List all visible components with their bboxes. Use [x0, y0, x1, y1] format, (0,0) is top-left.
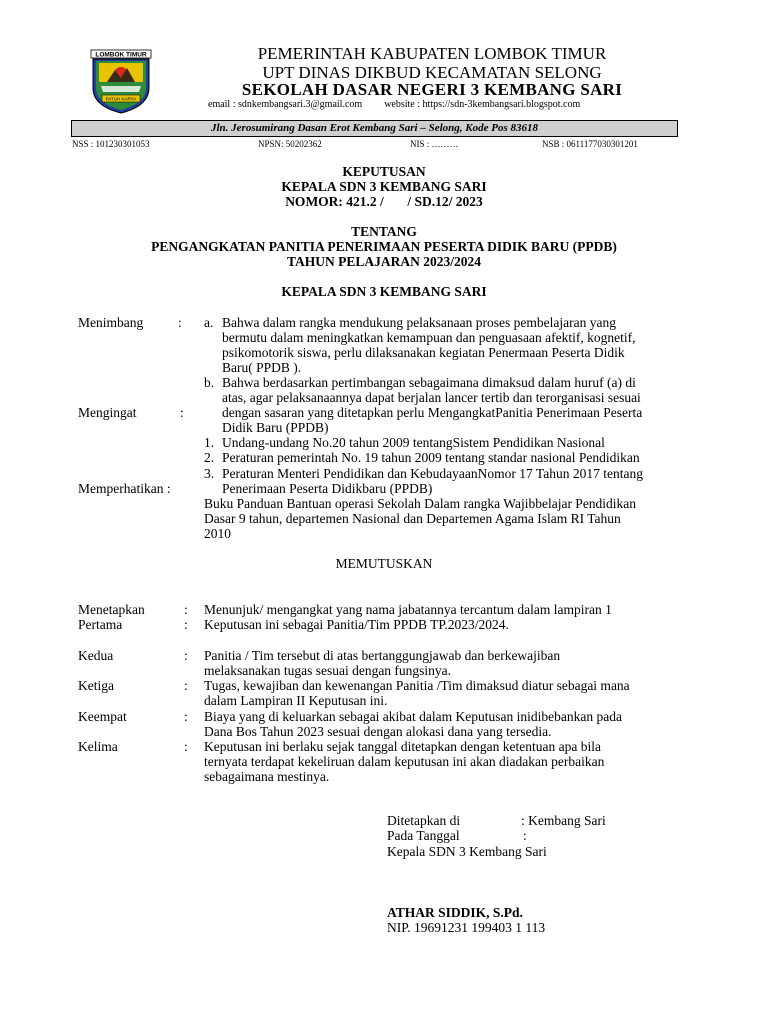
signer-nip: NIP. 19691231 199403 1 113 — [387, 920, 546, 935]
memperhatikan-line-1: Buku Panduan Bantuan operasi Sekolah Dalam rangka Wajibbelajar Pendidikan — [204, 496, 637, 511]
ditetapkan-value: : Kembang Sari — [521, 813, 606, 828]
pertama-label: Pertama — [78, 617, 123, 632]
memutuskan-heading: MEMUTUSKAN — [335, 556, 433, 571]
nis-text: NIS : ……… — [410, 139, 459, 149]
kedua-line-2: melaksanakan tugas sesuai dengan fungsinya. — [204, 663, 452, 678]
title-year: TAHUN PELAJARAN 2023/2024 — [286, 254, 481, 269]
kedua-line-1: Panitia / Tim tersebut di atas bertanggungjawab dan berkewajiban — [204, 648, 561, 663]
npsn-text: NPSN: 50202362 — [258, 139, 322, 149]
menetapkan-colon: : — [184, 602, 188, 617]
law-1-mark: 1. — [204, 435, 215, 450]
menetapkan-label: Menetapkan — [78, 602, 145, 617]
website-text: website : https://sdn-3kembangsari.blogspot.com — [384, 99, 581, 110]
email-text: email : sdnkembangsari.3@gmail.com — [208, 99, 363, 110]
logo-banner: PATUH KARYA — [105, 96, 137, 102]
keempat-line-1: Biaya yang di keluarkan sebagai akibat dalam Keputusan inidibebankan pada — [204, 709, 622, 724]
title-kepala-2: KEPALA SDN 3 KEMBANG SARI — [281, 284, 487, 299]
title-keputusan: KEPUTUSAN — [342, 164, 426, 179]
kelima-colon: : — [184, 739, 188, 754]
mengingat-colon: : — [180, 405, 184, 420]
ditetapkan-label: Ditetapkan di — [387, 813, 461, 828]
law-3-mark: 3. — [204, 466, 215, 481]
kelima-label: Kelima — [78, 739, 118, 754]
tanggal-label: Pada Tanggal — [387, 828, 460, 843]
item-a-line-3: psikomotorik siswa, perlu dilaksanakan kegiatan Penermaan Peserta Didik — [222, 345, 625, 360]
item-b-line-4: Didik Baru (PPDB) — [222, 420, 329, 435]
header-line-2: UPT DINAS DIKBUD KECAMATAN SELONG — [262, 63, 602, 82]
item-b-line-2: atas, agar pelaksanaannya dapat berjalan lancer tertib dan terorganisasi sesuai — [222, 390, 641, 405]
item-a-mark: a. — [204, 315, 214, 330]
pertama-colon: : — [184, 617, 188, 632]
menimbang-colon: : — [178, 315, 182, 330]
nss-text: NSS : 101230301053 — [72, 139, 150, 149]
header-school-name: SEKOLAH DASAR NEGERI 3 KEMBANG SARI — [241, 80, 623, 99]
logo-text: LOMBOK TIMUR — [95, 51, 147, 59]
law-2-mark: 2. — [204, 450, 215, 465]
law-2-text: Peraturan pemerintah No. 19 tahun 2009 tentang standar nasional Pendidikan — [222, 450, 640, 465]
contact-line — [208, 99, 580, 110]
tanggal-value: : — [523, 828, 527, 843]
title-tentang: TENTANG — [351, 224, 417, 239]
item-b-mark: b. — [204, 375, 215, 390]
pertama-text: Keputusan ini sebagai Panitia/Tim PPDB TP.2023/2024. — [204, 617, 509, 632]
kelima-line-1: Keputusan ini berlaku sejak tanggal ditetapkan dengan ketentuan apa bila — [204, 739, 601, 754]
mengingat-label: Mengingat — [78, 405, 137, 420]
header-line-1: PEMERINTAH KABUPATEN LOMBOK TIMUR — [257, 44, 607, 63]
law-3-line-1: Peraturan Menteri Pendidikan dan KebudayaanNomor 17 Tahun 2017 tentang — [222, 466, 643, 481]
menetapkan-text: Menunjuk/ mengangkat yang nama jabatannya tercantum dalam lampiran 1 — [204, 602, 612, 617]
menimbang-label: Menimbang — [78, 315, 144, 330]
ketiga-line-2: dalam Lampiran II Keputusan ini. — [204, 693, 388, 708]
address-bar: Jln. Jerosumirang Dasan Erot Kembang Sari – Selong, Kode Pos 83618 — [71, 120, 678, 137]
ketiga-colon: : — [184, 678, 188, 693]
ketiga-label: Ketiga — [78, 678, 114, 693]
item-a-line-4: Baru( PPDB ). — [222, 360, 302, 375]
item-b-line-3: dengan sasaran yang ditetapkan perlu MengangkatPanitia Penerimaan Peserta — [222, 405, 643, 420]
signer-position: Kepala SDN 3 Kembang Sari — [387, 844, 547, 859]
memperhatikan-label: Memperhatikan : — [78, 481, 171, 496]
title-kepala: KEPALA SDN 3 KEMBANG SARI — [281, 179, 487, 194]
law-3-line-2: Penerimaan Peserta Didikbaru (PPDB) — [222, 481, 433, 496]
kedua-colon: : — [184, 648, 188, 663]
item-a-line-1: Bahwa dalam rangka mendukung pelaksanaan proses pembelajaran yang — [222, 315, 616, 330]
memperhatikan-line-3: 2010 — [204, 526, 231, 541]
item-a-line-2: bermutu dalam meningkatkan kemampuan dan penguasaan afektif, kognetif, — [222, 330, 636, 345]
nsb-text: NSB : 0611177030301201 — [542, 139, 638, 149]
kelima-line-2: ternyata terdapat kekeliruan dalam keputusan ini akan diadakan perbaikan — [204, 754, 605, 769]
signer-name: ATHAR SIDDIK, S.Pd. — [387, 905, 523, 920]
keempat-label: Keempat — [78, 709, 127, 724]
title-nomor: NOMOR: 421.2 / / SD.12/ 2023 — [285, 194, 483, 209]
kelima-line-3: sebagaimana mestinya. — [204, 769, 330, 784]
ketiga-line-1: Tugas, kewajiban dan kewenangan Panitia /Tim dimaksud diatur sebagai mana — [204, 678, 630, 693]
kedua-label: Kedua — [78, 648, 114, 663]
item-b-line-1: Bahwa berdasarkan pertimbangan sebagaimana dimaksud dalam huruf (a) di — [222, 375, 636, 390]
law-1-text: Undang-undang No.20 tahun 2009 tentangSistem Pendidikan Nasional — [222, 435, 605, 450]
memperhatikan-line-2: Dasar 9 tahun, departemen Nasional dan Departemen Agama Islam RI Tahun — [204, 511, 621, 526]
keempat-colon: : — [184, 709, 188, 724]
title-subject: PENGANGKATAN PANITIA PENERIMAAN PESERTA DIDIK BARU (PPDB) — [151, 239, 617, 254]
keempat-line-2: Dana Bos Tahun 2023 sesuai dengan alokasi dana yang tersedia. — [204, 724, 552, 739]
